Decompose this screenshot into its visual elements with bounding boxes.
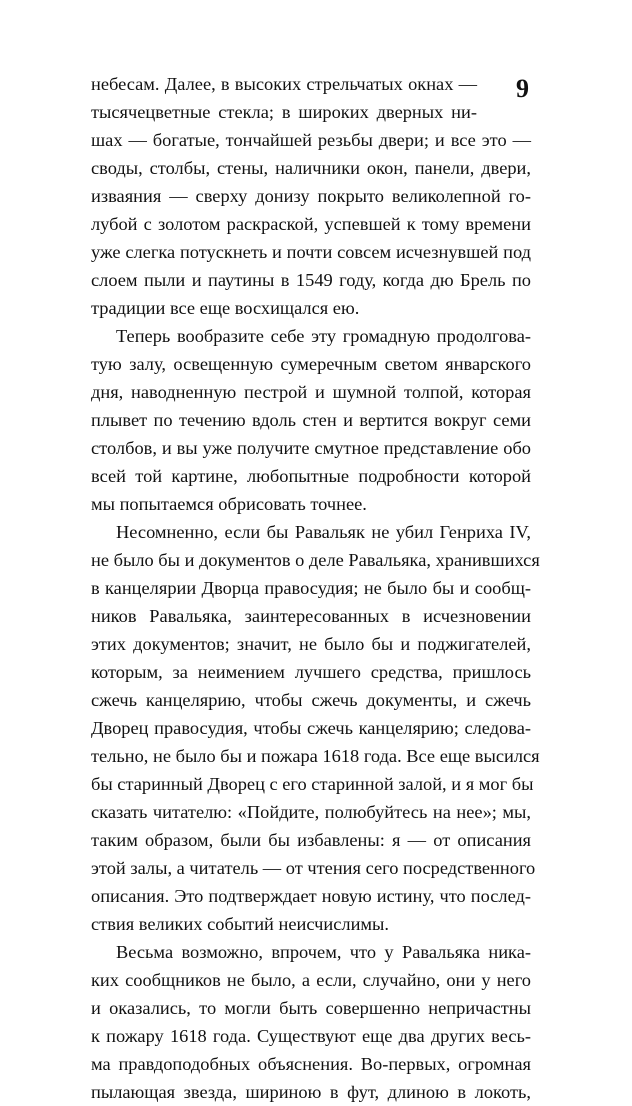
text-line: и оказались, то могли быть совершенно непричастны — [91, 998, 531, 1018]
text-line: плывет по течению вдоль стен и вертится вокруг семи — [91, 410, 531, 430]
text-line: тысячецветные стекла; в широких дверных ни- — [91, 102, 477, 122]
text-line: лубой с золотом раскраской, успевшей к тому времени — [91, 214, 531, 234]
page-number: 9 — [516, 74, 529, 103]
text-line: изваяния — сверху донизу покрыто великолепной го- — [91, 186, 531, 206]
text-line: ников Равальяка, заинтересованных в исчезновении — [91, 606, 531, 626]
text-line: дня, наводненную пестрой и шумной толпой, которая — [91, 382, 531, 402]
text-line: традиции все еще восхищался ею. — [91, 298, 360, 318]
text-line: шах — богатые, тончайшей резьбы двери; и все это — — [91, 130, 531, 150]
text-line: своды, столбы, стены, наличники окон, панели, двери, — [91, 158, 531, 178]
text-line: ма правдоподобных объяснения. Во-первых, огромная — [91, 1054, 531, 1074]
text-line: к пожару 1618 года. Существуют еще два других весь- — [91, 1026, 531, 1046]
text-line: тельно, не было бы и пожара 1618 года. Все еще высился — [91, 746, 540, 766]
text-line: тую залу, освещенную сумеречным светом январского — [91, 354, 531, 374]
text-line: сжечь канцелярию, чтобы сжечь документы, и сжечь — [91, 690, 531, 710]
text-line: слоем пыли и паутины в 1549 году, когда дю Брель по — [91, 270, 531, 290]
body-text — [91, 70, 540, 1106]
text-line: этих документов; значит, не было бы и поджигателей, — [91, 634, 531, 654]
text-line: ких сообщников не было, а если, случайно, они у него — [91, 970, 531, 990]
text-line: Дворец правосудия, чтобы сжечь канцелярию; следова- — [91, 718, 531, 738]
text-line: которым, за неимением лучшего средства, пришлось — [91, 662, 531, 682]
text-line: этой залы, а читатель — от чтения сего посредственного — [91, 858, 536, 878]
text-line: не было бы и документов о деле Равальяка, хранившихся — [91, 550, 540, 570]
text-line: в канцелярии Дворца правосудия; не было бы и сообщ- — [91, 578, 531, 598]
text-line: таким образом, были бы избавлены: я — от описания — [91, 830, 531, 850]
text-line: всей той картине, любопытные подробности которой — [91, 466, 531, 486]
text-line: небесам. Далее, в высоких стрельчатых окнах — — [91, 74, 477, 94]
text-line: сказать читателю: «Пойдите, полюбуйтесь на нее»; мы, — [91, 802, 531, 822]
text-line: описания. Это подтверждает новую истину, что послед- — [91, 886, 531, 906]
text-line: ствия великих событий неисчислимы. — [91, 914, 390, 934]
text-line: Несомненно, если бы Равальяк не убил Генриха IV, — [116, 522, 531, 542]
text-line: столбов, и вы уже получите смутное представление обо — [91, 438, 531, 458]
text-line: Теперь вообразите себе эту громадную продолгова- — [116, 326, 531, 346]
text-line: мы попытаемся обрисовать точнее. — [91, 494, 367, 514]
text-line: бы старинный Дворец с его старинной залой, и я мог бы — [91, 774, 534, 794]
text-line: уже слегка потускнеть и почти совсем исчезнувшей под — [91, 242, 531, 262]
text-line: Весьма возможно, впрочем, что у Равальяка ника- — [116, 942, 531, 962]
text-line: пылающая звезда, шириною в фут, длиною в локоть, — [91, 1082, 531, 1102]
